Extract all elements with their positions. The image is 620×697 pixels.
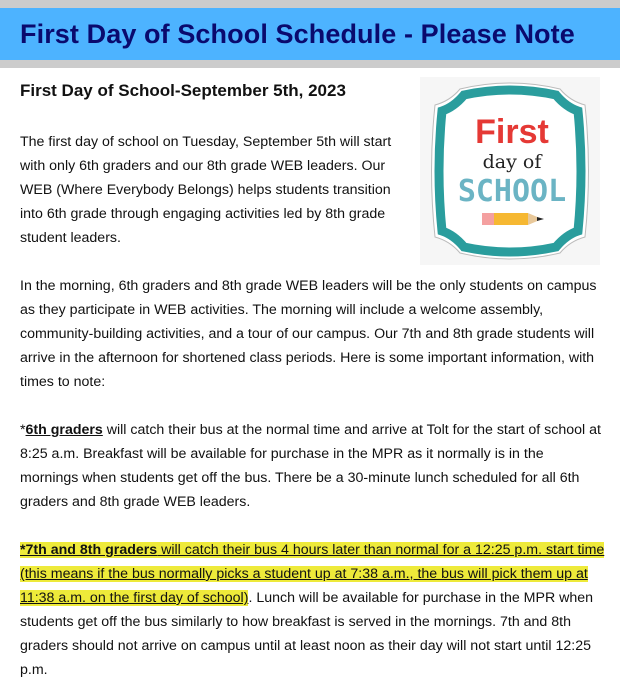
morning-paragraph: In the morning, 6th graders and 8th grade WEB leaders will be the only students on campus as they participate in WEB activities. The morning will include a welcome assembly, community-building activities, and a tour of our campus. Our 7th and 8th grade students will arrive in the afternoon for shortened class periods. Here is some important information, with times to note: [20,278,597,390]
page-title: First Day of School Schedule - Please Note [20,19,575,49]
page-header [0,8,620,60]
article-subtitle: First Day of School-September 5th, 2023 [20,81,346,100]
svg-text:SCHOOL: SCHOOL [457,174,567,209]
sixth-graders-text: will catch their bus at the normal time and arrive at Tolt for the start of school at 8:25 a.m. Breakfast will be available for purchase in the MPR as it normally is in the mornings when students get off the bus. There be a 30-minute lunch scheduled for all 6th graders and 8th grade WEB leaders. [20,422,601,510]
svg-text:First: First [475,113,549,151]
article [20,78,605,678]
intro-paragraph: The first day of school on Tuesday, September 5th will start with only 6th graders and our 8th grade WEB leaders. Our WEB (Where Everybody Belongs) helps students transition into 6th grade through engaging activities led by 8th grade student leaders. [20,134,392,246]
highlighted-bus-time-text: will catch their bus 4 hours later than normal for a 12:25 p.m. start time (this means if the bus normally picks a student up at 7:38 a.m., the bus will pick them up at 11:38 a.m. on the first day of school) [20,542,605,606]
asterisk: * [20,422,26,438]
seventh-eighth-graders-label: *7th and 8th graders [20,542,158,558]
svg-text:day of: day of [482,151,542,173]
sixth-graders-paragraph [20,418,605,514]
first-day-of-school-image [420,77,600,265]
seventh-eighth-graders-paragraph [20,538,605,682]
sixth-graders-label: 6th graders [25,422,103,438]
lunch-text: . Lunch will be available for purchase in the MPR when students get off the bus similarly to how breakfast is served in the mornings. 7th and 8th graders should not arrive on campus until at least noon as their day will not start until 12:25 p.m. [20,590,594,678]
